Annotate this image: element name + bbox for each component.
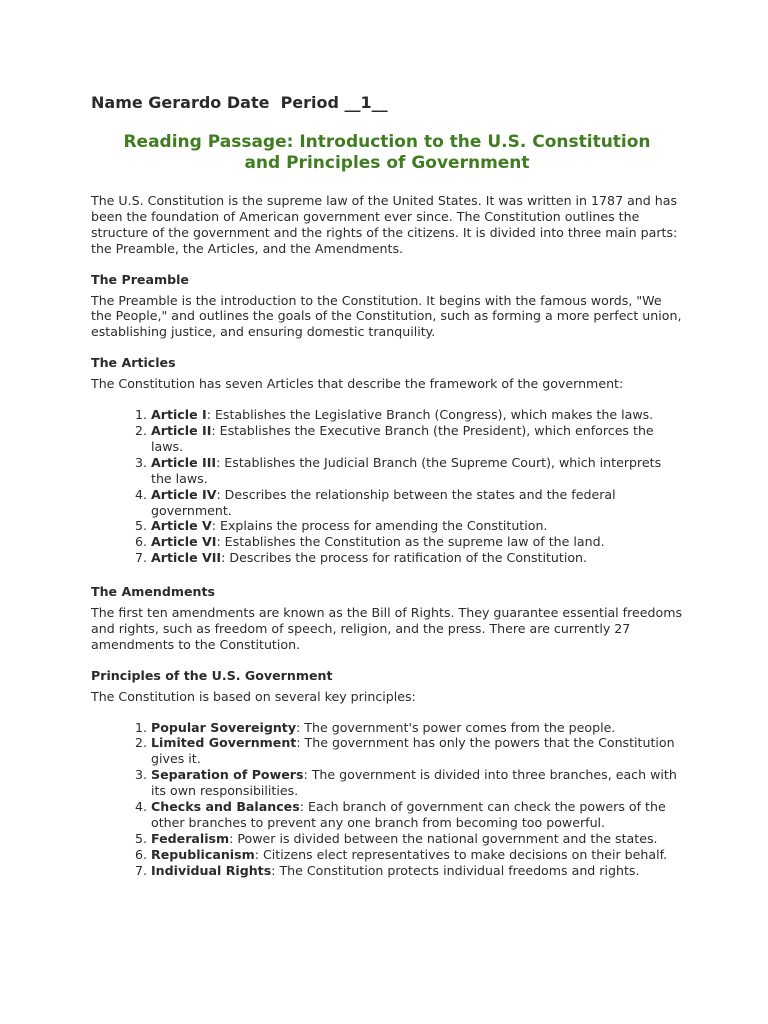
article-term: Article V <box>151 518 212 534</box>
article-item <box>151 423 683 455</box>
principle-desc: : Citizens elect representatives to make decisions on their behalf. <box>254 846 668 862</box>
article-term: Article VII <box>151 550 222 566</box>
article-desc: : Describes the relationship between the states and the federal government. <box>151 486 616 518</box>
principle-term: Popular Sovereignty <box>151 719 297 735</box>
article-term: Article VI <box>151 534 217 550</box>
principles-heading: Principles of the U.S. Government <box>91 667 333 683</box>
document-page <box>91 93 683 897</box>
principle-desc: : The government's power comes from the people. <box>296 719 616 735</box>
principle-desc: : Each branch of government can check the powers of the other branches to prevent any one branch from becoming too powerful. <box>151 799 666 830</box>
title-line-1: Reading Passage: Introduction to the U.S. Constitution <box>123 132 651 152</box>
articles-list <box>91 407 683 566</box>
principle-term: Federalism <box>151 830 230 846</box>
article-item <box>151 407 683 423</box>
student-name-line: Name Gerardo Date Period __1__ <box>91 93 388 112</box>
article-term: Article II <box>151 422 212 438</box>
principle-item <box>151 767 683 799</box>
article-item <box>151 534 683 550</box>
preamble-paragraph: The Preamble is the introduction to the Constitution. It begins with the famous words, "We the People," and outlines the goals of the Constitution, such as forming a more perfect union, establishing justice, and ensuring domestic tranquility. <box>91 292 682 340</box>
article-item <box>151 550 683 566</box>
principle-item <box>151 847 683 863</box>
principle-desc: : Power is divided between the national government and the states. <box>229 830 658 846</box>
principle-desc: : The government is divided into three branches, each with its own responsibilities. <box>151 767 677 799</box>
article-desc: : Describes the process for ratification of the Constitution. <box>221 550 588 566</box>
articles-heading: The Articles <box>91 355 176 371</box>
principle-term: Separation of Powers <box>151 767 304 783</box>
article-desc: : Establishes the Legislative Branch (Congress), which makes the laws. <box>206 407 654 423</box>
article-term: Article IV <box>151 486 217 502</box>
principle-term: Limited Government <box>151 735 297 751</box>
principle-term: Checks and Balances <box>151 799 300 815</box>
article-item <box>151 518 683 534</box>
principle-item <box>151 720 683 736</box>
article-desc: : Establishes the Constitution as the supreme law of the land. <box>216 534 605 550</box>
article-desc: : Establishes the Judicial Branch (the Supreme Court), which interprets the laws. <box>151 454 662 486</box>
article-item <box>151 487 683 519</box>
principle-item <box>151 735 683 767</box>
article-term: Article I <box>151 407 207 423</box>
articles-paragraph: The Constitution has seven Articles that describe the framework of the government: <box>91 376 624 392</box>
article-item <box>151 455 683 487</box>
principle-item <box>151 863 683 879</box>
principle-item <box>151 799 683 831</box>
principle-desc: : The Constitution protects individual freedoms and rights. <box>271 862 640 878</box>
article-desc: : Establishes the Executive Branch (the President), which enforces the laws. <box>151 422 654 454</box>
preamble-heading: The Preamble <box>91 271 189 287</box>
principle-term: Individual Rights <box>151 862 272 878</box>
title-line-2: and Principles of Government <box>244 153 530 173</box>
principles-list <box>91 720 683 879</box>
intro-paragraph: The U.S. Constitution is the supreme law of the United States. It was written in 1787 and has been the foundation of American government ever since. The Constitution outlines the structure of the government and the rights of the citizens. It is divided into three main parts: the Preamble, the Articles, and the Amendments. <box>91 193 678 256</box>
principle-desc: : The government has only the powers that the Constitution gives it. <box>151 735 675 767</box>
document-title <box>91 132 683 174</box>
article-term: Article III <box>151 454 217 470</box>
principles-paragraph: The Constitution is based on several key principles: <box>91 688 416 704</box>
principle-item <box>151 831 683 847</box>
principle-term: Republicanism <box>151 846 255 862</box>
amendments-paragraph: The first ten amendments are known as the Bill of Rights. They guarantee essential freedoms and rights, such as freedom of speech, religion, and the press. There are currently 27 amendments to the Constitution. <box>91 605 683 652</box>
article-desc: : Explains the process for amending the Constitution. <box>211 518 548 534</box>
amendments-heading: The Amendments <box>91 584 216 600</box>
